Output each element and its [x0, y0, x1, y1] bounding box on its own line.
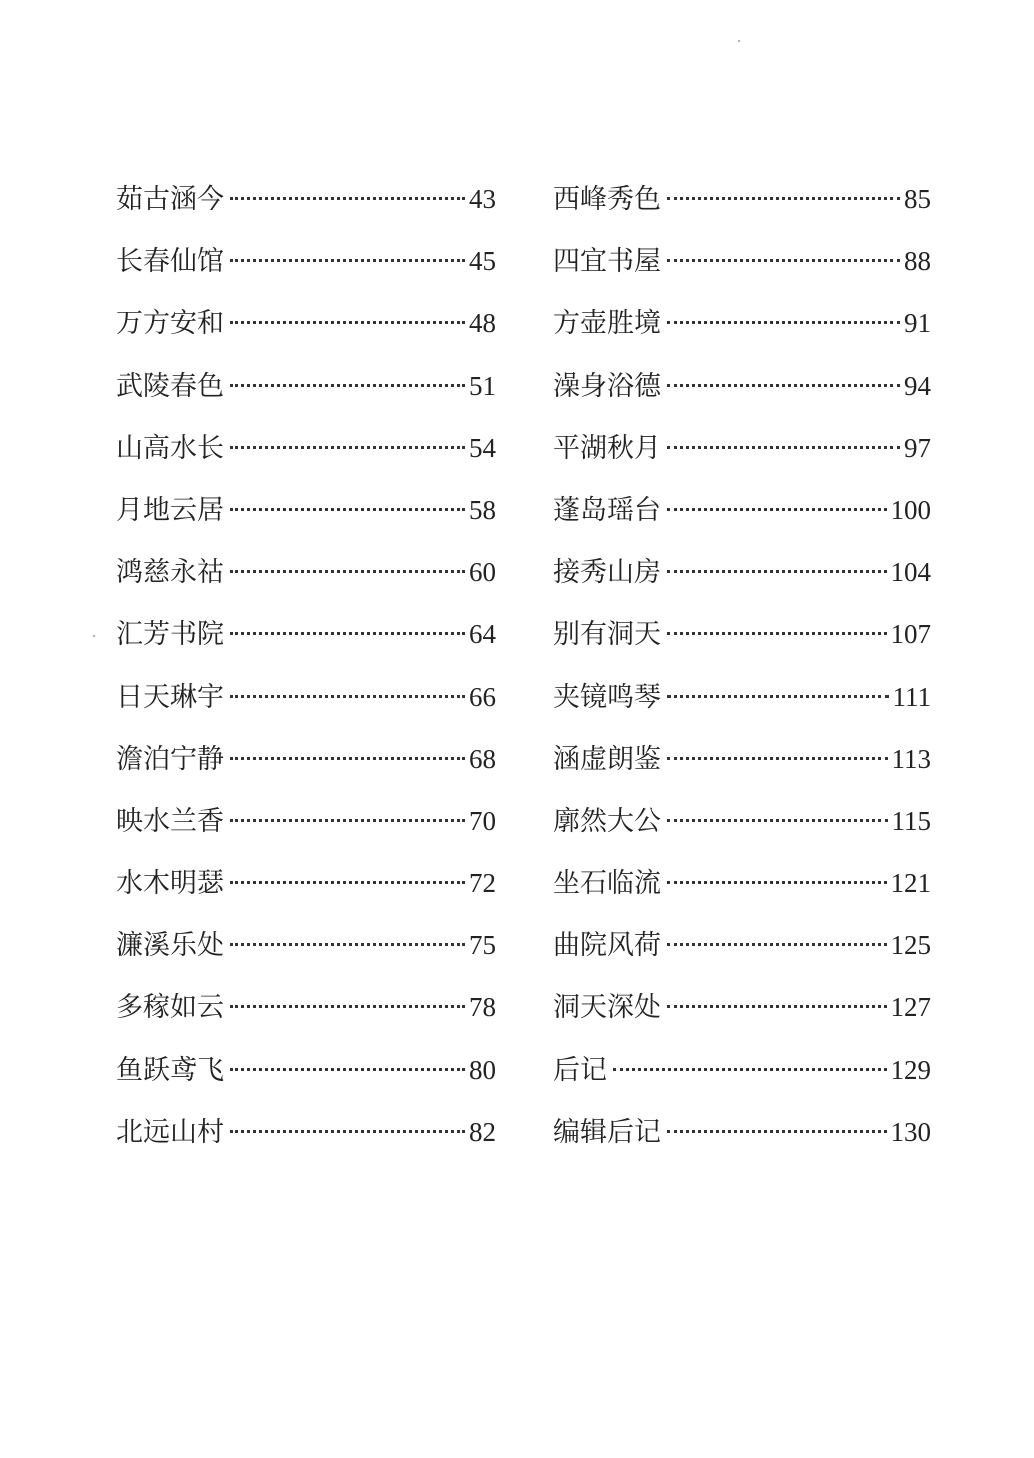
toc-entry-title: 澡身浴德 [553, 370, 661, 402]
toc-entry-title: 北远山村 [116, 1116, 224, 1148]
toc-entry-page: 127 [890, 992, 931, 1023]
toc-entry-page: 107 [890, 619, 931, 650]
toc-entry-title: 万方安和 [116, 308, 224, 340]
toc-entry[interactable] [116, 666, 496, 728]
toc-entry-page: 80 [469, 1054, 496, 1085]
toc-entry-page: 121 [890, 868, 931, 899]
toc-entry[interactable] [553, 168, 931, 230]
toc-entry-page: 68 [469, 743, 496, 774]
toc-entry[interactable] [553, 355, 931, 417]
toc-entry-title: 澹泊宁静 [116, 743, 224, 775]
toc-entry-title: 涵虚朗鉴 [553, 743, 661, 775]
toc-entry-page: 78 [469, 992, 496, 1023]
toc-entry-page: 130 [890, 1116, 931, 1147]
toc-entry-page: 129 [890, 1054, 931, 1085]
toc-entry-title: 多稼如云 [116, 992, 224, 1024]
toc-leader-dots [230, 570, 465, 573]
toc-left-column [116, 168, 496, 1163]
toc-entry[interactable] [553, 603, 931, 665]
toc-entry-title: 长春仙馆 [116, 246, 224, 278]
toc-entry-page: 58 [469, 494, 496, 525]
toc-entry-title: 别有洞天 [553, 619, 661, 651]
scan-speck [738, 40, 740, 42]
toc-leader-dots [230, 1068, 465, 1071]
toc-entry[interactable] [553, 292, 931, 354]
toc-entry-page: 100 [890, 494, 931, 525]
toc-entry-page: 48 [469, 308, 496, 339]
toc-leader-dots [230, 1005, 465, 1008]
toc-entry-title: 水木明瑟 [116, 868, 224, 900]
toc-entry-title: 日天琳宇 [116, 681, 224, 713]
toc-entry[interactable] [553, 417, 931, 479]
toc-entry[interactable] [553, 914, 931, 976]
toc-entry-page: 66 [469, 681, 496, 712]
toc-entry-title: 月地云居 [116, 494, 224, 526]
toc-entry-page: 60 [469, 557, 496, 588]
toc-leader-dots [230, 321, 465, 324]
toc-entry-page: 70 [469, 805, 496, 836]
toc-entry[interactable] [553, 852, 931, 914]
toc-right-column [553, 168, 931, 1163]
scan-speck [93, 635, 95, 637]
toc-leader-dots [230, 446, 465, 449]
toc-entry-page: 45 [469, 246, 496, 277]
toc-entry[interactable] [116, 355, 496, 417]
toc-leader-dots [230, 197, 465, 200]
toc-entry-title: 山高水长 [116, 432, 224, 464]
toc-entry-page: 104 [890, 557, 931, 588]
toc-entry-title: 夹镜鸣琴 [553, 681, 661, 713]
toc-entry[interactable] [116, 292, 496, 354]
toc-entry-page: 125 [890, 930, 931, 961]
toc-entry[interactable] [116, 976, 496, 1038]
toc-entry[interactable] [553, 976, 931, 1038]
toc-leader-dots [230, 881, 465, 884]
toc-leader-dots [667, 197, 900, 200]
toc-leader-dots [667, 819, 888, 822]
toc-entry[interactable] [553, 1101, 931, 1163]
toc-entry[interactable] [116, 728, 496, 790]
toc-entry-title: 廓然大公 [553, 805, 661, 837]
toc-entry[interactable] [116, 790, 496, 852]
toc-leader-dots [230, 632, 465, 635]
toc-entry-title: 方壶胜境 [553, 308, 661, 340]
toc-leader-dots [667, 632, 887, 635]
toc-entry-page: 72 [469, 868, 496, 899]
toc-entry[interactable] [116, 230, 496, 292]
toc-leader-dots [230, 695, 465, 698]
toc-entry[interactable] [116, 852, 496, 914]
toc-leader-dots [230, 819, 465, 822]
toc-entry-title: 鱼跃鸢飞 [116, 1054, 224, 1086]
toc-leader-dots [667, 446, 900, 449]
toc-leader-dots [230, 259, 465, 262]
toc-leader-dots [667, 757, 888, 760]
toc-leader-dots [667, 881, 887, 884]
toc-leader-dots [230, 1130, 465, 1133]
toc-entry-title: 后记 [553, 1054, 607, 1086]
toc-entry[interactable] [553, 479, 931, 541]
toc-entry[interactable] [553, 790, 931, 852]
toc-leader-dots [613, 1068, 887, 1071]
toc-entry-title: 濂溪乐处 [116, 930, 224, 962]
toc-entry-title: 平湖秋月 [553, 432, 661, 464]
toc-entry-page: 91 [904, 308, 931, 339]
toc-entry-title: 接秀山房 [553, 557, 661, 589]
toc-entry-page: 75 [469, 930, 496, 961]
toc-entry-page: 113 [891, 743, 931, 774]
toc-entry-page: 97 [904, 432, 931, 463]
toc-entry[interactable] [116, 1101, 496, 1163]
toc-entry-title: 茹古涵今 [116, 184, 224, 215]
toc-entry-title: 编辑后记 [553, 1116, 661, 1148]
toc-entry-page: 54 [469, 432, 496, 463]
toc-entry-page: 94 [904, 370, 931, 401]
toc-entry-title: 坐石临流 [553, 868, 661, 900]
toc-leader-dots [667, 1005, 887, 1008]
toc-leader-dots [667, 570, 887, 573]
toc-leader-dots [230, 384, 465, 387]
toc-entry[interactable] [553, 666, 931, 728]
toc-entry-title: 曲院风荷 [553, 930, 661, 962]
toc-entry-page: 51 [469, 370, 496, 401]
toc-entry-title: 洞天深处 [553, 992, 661, 1024]
toc-entry[interactable] [116, 168, 496, 230]
toc-entry[interactable] [116, 603, 496, 665]
toc-leader-dots [667, 384, 900, 387]
toc-entry[interactable] [553, 230, 931, 292]
toc-leader-dots [667, 943, 887, 946]
toc-entry-title: 汇芳书院 [116, 619, 224, 651]
toc-leader-dots [667, 1130, 887, 1133]
toc-entry-title: 四宜书屋 [553, 246, 661, 278]
toc-leader-dots [667, 259, 900, 262]
toc-entry-page: 85 [904, 184, 931, 214]
toc-entry-title: 西峰秀色 [553, 184, 661, 215]
toc-entry-page: 82 [469, 1116, 496, 1147]
toc-entry-page: 115 [891, 805, 931, 836]
toc-entry[interactable] [116, 1039, 496, 1101]
toc-entry-page: 111 [892, 681, 931, 712]
toc-leader-dots [667, 695, 889, 698]
toc-entry-title: 蓬岛瑶台 [553, 494, 661, 526]
toc-leader-dots [230, 757, 465, 760]
toc-entry[interactable] [116, 541, 496, 603]
toc-entry-title: 映水兰香 [116, 805, 224, 837]
toc-entry[interactable] [116, 914, 496, 976]
toc-entry[interactable] [116, 417, 496, 479]
toc-entry[interactable] [553, 541, 931, 603]
toc-entry[interactable] [116, 479, 496, 541]
toc-leader-dots [230, 943, 465, 946]
toc-entry-title: 武陵春色 [116, 370, 224, 402]
toc-entry-page: 43 [469, 184, 496, 214]
toc-leader-dots [667, 321, 900, 324]
toc-entry[interactable] [553, 728, 931, 790]
toc-leader-dots [667, 508, 887, 511]
toc-entry-title: 鸿慈永祜 [116, 557, 224, 589]
toc-entry-page: 88 [904, 246, 931, 277]
toc-entry-page: 64 [469, 619, 496, 650]
toc-entry[interactable] [553, 1039, 931, 1101]
toc-leader-dots [230, 508, 465, 511]
